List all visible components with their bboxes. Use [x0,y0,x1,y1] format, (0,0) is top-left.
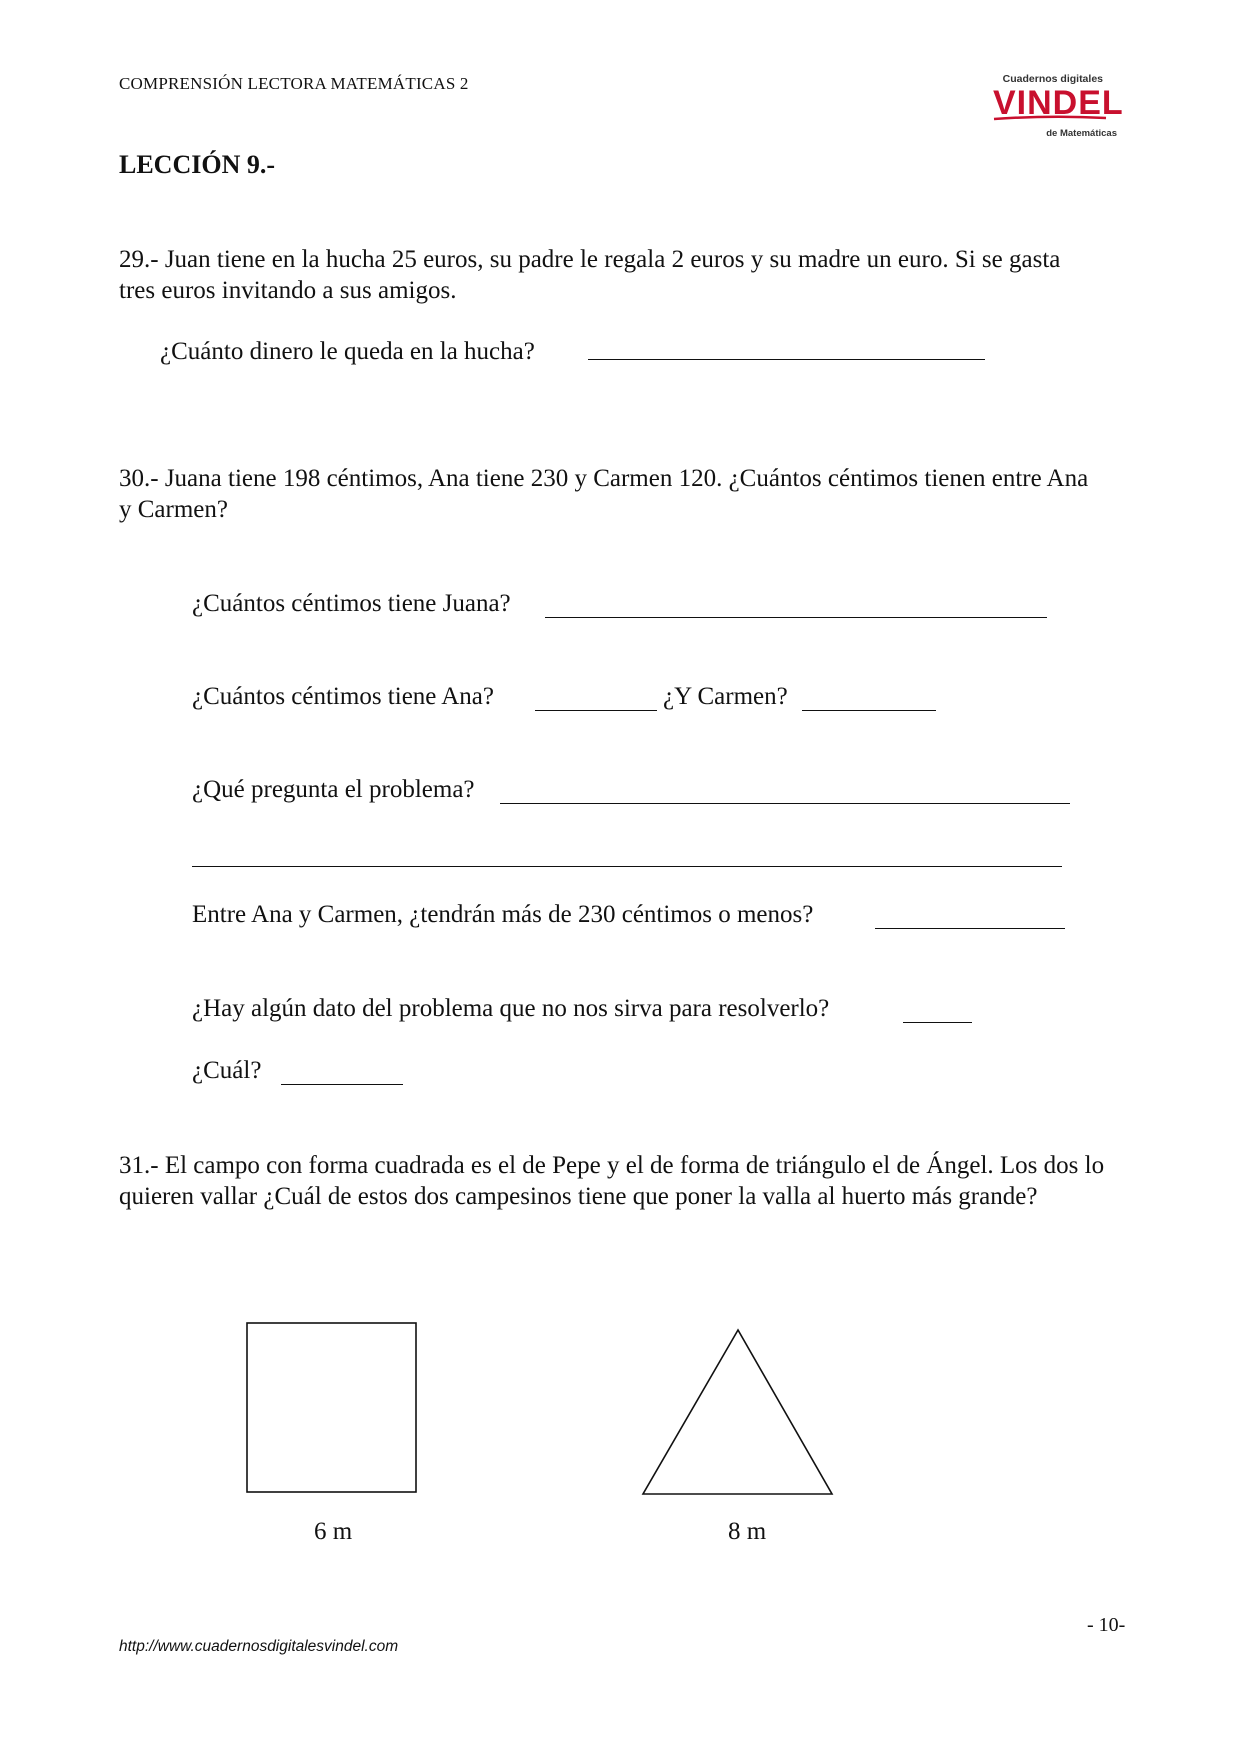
problem-30-question-unused-data: ¿Hay algún dato del problema que no nos sirva para resolverlo? [192,995,830,1022]
triangle-outline [643,1330,832,1494]
problem-30-what-asks-answer-line[interactable] [500,803,1070,804]
problem-30-ana-answer-line[interactable] [535,710,657,711]
problem-30-question-which: ¿Cuál? [192,1057,262,1084]
problem-30-unused-data-answer-line[interactable] [903,1022,972,1023]
problem-30-carmen-answer-line[interactable] [802,710,936,711]
footer-url-link[interactable]: http://www.cuadernosdigitalesvindel.com [119,1638,399,1655]
vindel-logo [985,72,1125,144]
problem-30-question-juana: ¿Cuántos céntimos tiene Juana? [192,590,511,617]
problem-29-question: ¿Cuánto dinero le queda en la hucha? [160,338,535,365]
triangle-side-label: 8 m [728,1518,767,1545]
square-side-label: 6 m [314,1518,353,1545]
page-number: - 10- [1087,1614,1126,1636]
logo-wordmark [991,82,1124,122]
problem-29-answer-line[interactable] [588,359,985,360]
logo-bottom-text: de Matemáticas [1046,128,1117,139]
problem-30-text: 30.- Juana tiene 198 céntimos, Ana tiene 230 y Carmen 120. ¿Cuántos céntimos tienen entre Ana y Carmen? [119,465,1089,523]
problem-30-question-carmen: ¿Y Carmen? [663,683,788,710]
triangle-field [641,1328,835,1496]
lesson-title: LECCIÓN 9.- [119,150,276,179]
problem-30-more-less-answer-line[interactable] [875,928,1065,929]
problem-30-juana-answer-line[interactable] [545,617,1047,618]
logo-main-text: VINDEL [993,84,1124,122]
problem-30-what-asks-answer-line-2[interactable] [192,866,1062,867]
problem-30-question-what-asks: ¿Qué pregunta el problema? [192,776,475,803]
logo-top-text: Cuadernos digitales [1002,73,1103,85]
problem-31-text: 31.- El campo con forma cuadrada es el de Pepe y el de forma de triángulo el de Ángel. Los dos lo quieren vallar ¿Cuál de estos dos campesinos tiene que poner la valla al huerto más grande? [119,1152,1105,1210]
problem-29-text: 29.- Juan tiene en la hucha 25 euros, su padre le regala 2 euros y su madre un euro. Si se gasta tres euros invitando a sus amigos. [119,246,1061,304]
square-field [246,1322,420,1494]
header-title: COMPRENSIÓN LECTORA MATEMÁTICAS 2 [119,74,469,93]
problem-30-question-ana: ¿Cuántos céntimos tiene Ana? [192,683,495,710]
square-outline [247,1323,416,1492]
problem-30-which-answer-line[interactable] [281,1084,403,1085]
problem-30-question-more-less: Entre Ana y Carmen, ¿tendrán más de 230 céntimos o menos? [192,901,814,928]
